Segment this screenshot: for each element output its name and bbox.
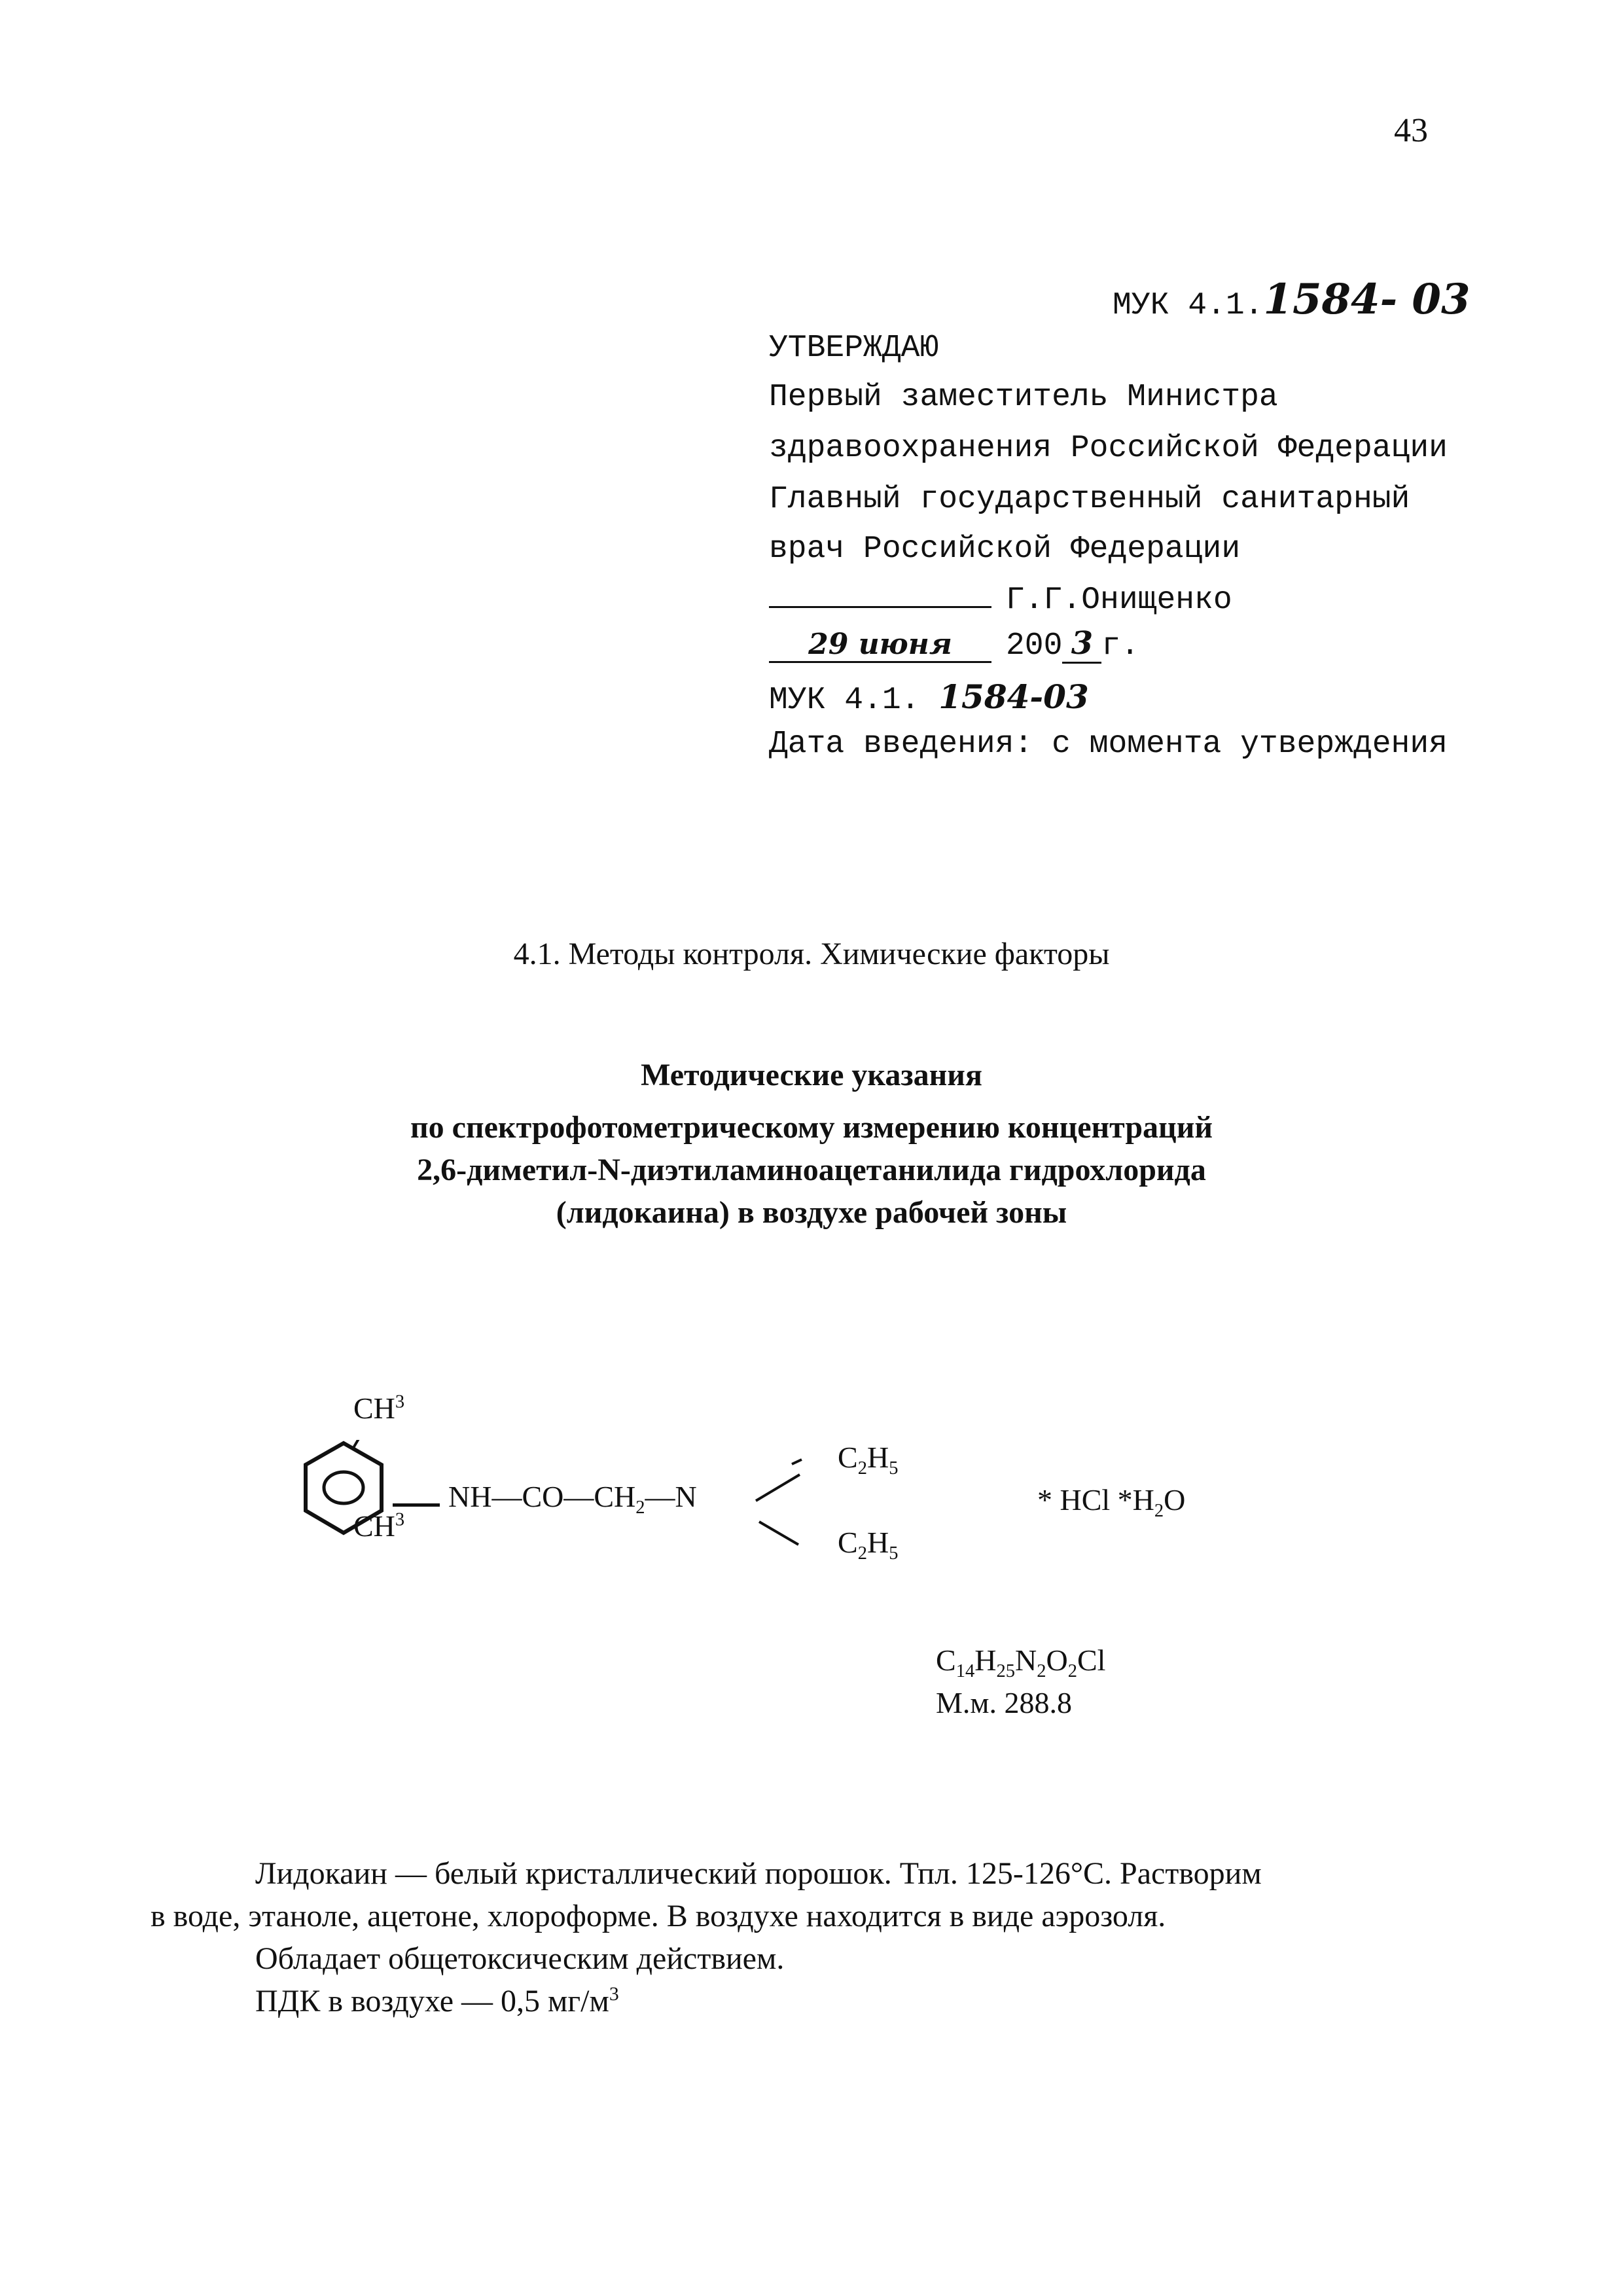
muk-number-top xyxy=(1113,275,1470,324)
body-line-1: Лидокаин — белый кристаллический порошок. Тпл. 125-126°С. Растворим xyxy=(255,1856,1262,1891)
ethyl-top: $C_2H_5$ xyxy=(838,1441,899,1479)
chain-group: $NH—CO—CH_2—N$ xyxy=(448,1480,697,1518)
approve-heading: УТВЕРЖДАЮ xyxy=(769,331,939,366)
date-row xyxy=(769,625,1139,664)
body-line-2: в воде, этаноле, ацетоне, хлороформе. В воздухе находится в виде аэрозоля. xyxy=(151,1899,1166,1933)
muk-prefix: МУК 4.1. xyxy=(1113,288,1264,323)
molecular-mass: М.м. 288.8 xyxy=(936,1686,1073,1719)
handwritten-date: 29 июня xyxy=(769,628,991,663)
approval-line-3: Главный государственный санитарный xyxy=(769,482,1410,517)
doc-title-line-3: 2,6-диметил-N-диэтиламиноацетанилида гидрохлорида xyxy=(417,1153,1206,1187)
ch3-bottom: $CH^3$ xyxy=(353,1509,405,1543)
ch3-top: $CH^3$ xyxy=(353,1391,405,1425)
body-line-4: ПДК в воздухе — 0,5 $мг/м^3$ xyxy=(255,1983,619,2018)
molecular-formula: $C_{14}H_{25}N_2O_2Cl$ xyxy=(936,1643,1106,1682)
section-title: 4.1. Методы контроля. Химические факторы xyxy=(513,937,1110,971)
body-line-3: Обладает общетоксическим действием. xyxy=(255,1941,785,1976)
approval-line-4: врач Российской Федерации xyxy=(769,531,1241,567)
muk-approval-prefix: МУК 4.1. xyxy=(769,683,920,718)
signature-line xyxy=(769,583,991,608)
handwritten-year: 3 xyxy=(1062,625,1101,664)
page-number: 43 xyxy=(1394,112,1428,149)
ring-chain-bond xyxy=(393,1503,440,1507)
n-branch-bonds xyxy=(753,1456,805,1554)
muk-handwritten-number: 1584- 03 xyxy=(1263,275,1471,324)
year-prefix: 200 xyxy=(1006,628,1063,664)
approval-line-2: здравоохранения Российской Федерации xyxy=(769,431,1448,466)
year-suffix: г. xyxy=(1101,628,1140,664)
ethyl-bottom: $C_2H_5$ xyxy=(838,1526,899,1564)
salt-part: * HCl $*H_2O$ xyxy=(1037,1483,1186,1522)
doc-title-line-4: (лидокаина) в воздухе рабочей зоны xyxy=(556,1195,1067,1230)
approval-line-1: Первый заместитель Министра xyxy=(769,380,1278,415)
signatory-name: Г.Г.Онищенко xyxy=(1006,583,1232,618)
signature-row xyxy=(769,583,1232,618)
doc-title-line-2: по спектрофотометрическому измерению концентраций xyxy=(410,1110,1213,1145)
doc-title-line-1: Методические указания xyxy=(641,1058,982,1092)
muk-approval-handwritten: 1584-03 xyxy=(938,677,1089,716)
muk-approval-row xyxy=(769,677,1089,718)
introduction-date: Дата введения: с момента утверждения xyxy=(769,726,1448,762)
